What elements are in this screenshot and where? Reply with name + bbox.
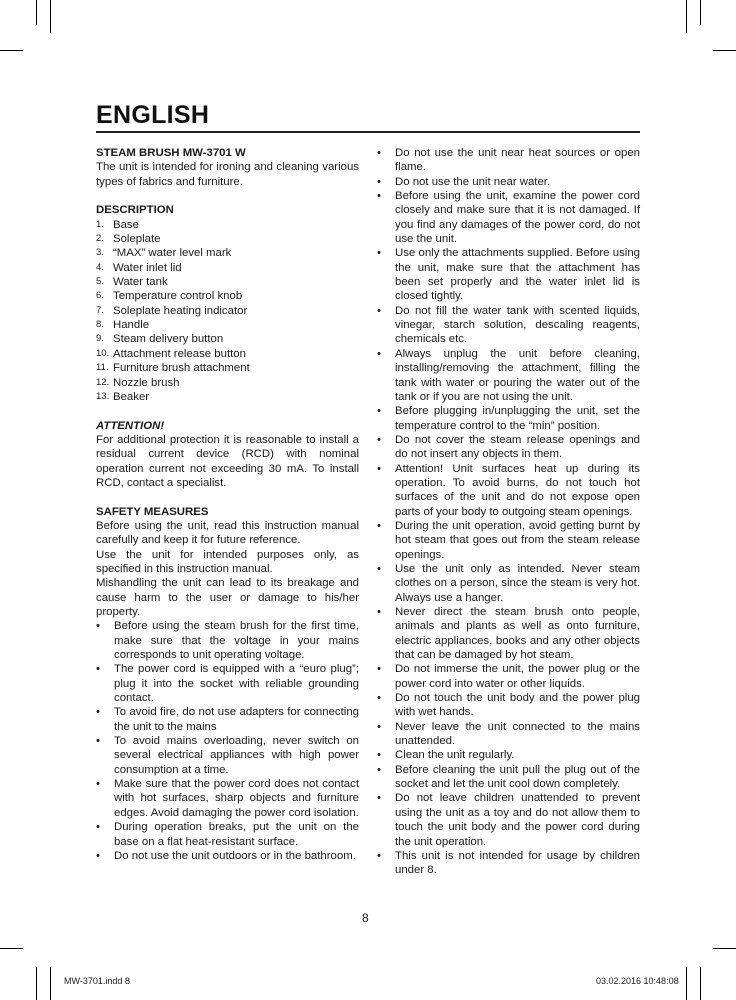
bullet-icon: •: [377, 462, 381, 475]
bullet-text: Before plugging in/unplugging the unit, set the temperature control to the “min” position.: [395, 405, 640, 432]
bullet-item: [377, 763, 640, 792]
description-item: [96, 246, 359, 260]
crop-mark: [700, 0, 701, 25]
bullet-text: Do not use the unit near water.: [395, 175, 551, 188]
bullet-item: [96, 619, 359, 662]
bullet-icon: •: [377, 562, 381, 575]
bullet-text: Never leave the unit connected to the mains unattended.: [395, 720, 640, 748]
bullet-icon: •: [377, 304, 381, 317]
page-title: ENGLISH: [96, 101, 210, 129]
bullet-item: [377, 189, 640, 246]
bullet-text: Before using the steam brush for the first time, make sure that the voltage in your mains corresponds to unit operating voltage.: [114, 620, 359, 662]
crop-mark: [686, 967, 687, 1000]
bullet-icon: •: [377, 433, 381, 446]
footer-file-name: MW-3701.indd 8: [64, 976, 130, 986]
bullet-item: [377, 519, 640, 562]
bullet-icon: •: [377, 849, 381, 862]
safety-paragraph: Before using the unit, read this instruction manual carefully and keep it for future reference.: [96, 519, 359, 547]
left-column: [96, 146, 359, 863]
bullet-icon: •: [377, 190, 381, 203]
item-number: 13.: [96, 390, 110, 402]
item-number: 7.: [96, 304, 104, 316]
bullet-text: Do not immerse the unit, the power plug or the power cord into water or other liquids.: [395, 663, 640, 690]
bullet-item: [377, 720, 640, 749]
item-label: Furniture brush attachment: [113, 362, 250, 375]
bullet-item: [377, 175, 640, 189]
safety-paragraph: Use the unit for intended purposes only, as specified in this instruction manual.: [96, 548, 359, 575]
page-number: 8: [362, 911, 369, 925]
description-item: [96, 289, 359, 303]
attention-heading: ATTENTION!: [96, 419, 165, 432]
description-heading: DESCRIPTION: [96, 204, 174, 217]
bullet-icon: •: [96, 663, 100, 676]
crop-mark: [36, 0, 37, 25]
item-label: Nozzle brush: [113, 376, 180, 389]
description-item: [96, 304, 359, 318]
bullet-text: During operation breaks, put the unit on the base on a flat heat-resistant surface.: [114, 821, 359, 848]
bullet-item: [96, 849, 359, 863]
item-number: 2.: [96, 233, 104, 245]
footer-timestamp: 03.02.2016 10:48:08: [596, 976, 679, 986]
crop-mark: [0, 50, 23, 51]
item-label: Temperature control knob: [113, 290, 243, 303]
bullet-text: Use only the attachments supplied. Before using the unit, make sure that the attachment has been set properly and the water inlet lid is closed tightly.: [395, 247, 640, 303]
bullet-icon: •: [377, 347, 381, 360]
bullet-icon: •: [377, 405, 381, 418]
bullet-icon: •: [96, 778, 100, 791]
bullet-text: Do not fill the water tank with scented liquids, vinegar, starch solution, descaling reagents, chemicals etc.: [395, 304, 640, 346]
crop-mark: [0, 948, 23, 949]
bullet-item: [377, 791, 640, 848]
bullet-icon: •: [377, 720, 381, 733]
bullet-item: [377, 347, 640, 404]
item-label: Handle: [113, 319, 150, 332]
bullet-item: [377, 146, 640, 175]
description-item: [96, 376, 359, 390]
item-number: 8.: [96, 319, 104, 331]
safety-bullet-list-continued: [377, 146, 640, 878]
bullet-text: This unit is not intended for usage by children under 8.: [395, 849, 640, 877]
description-list: [96, 218, 359, 404]
bullet-item: [377, 691, 640, 720]
crop-mark: [713, 50, 736, 51]
bullet-icon: •: [96, 821, 100, 834]
bullet-icon: •: [377, 175, 381, 188]
bullet-item: [96, 734, 359, 777]
bullet-text: Before cleaning the unit pull the plug out of the socket and let the unit cool down completely.: [395, 763, 640, 791]
item-label: Steam delivery button: [113, 333, 224, 346]
bullet-icon: •: [377, 247, 381, 260]
bullet-item: [377, 304, 640, 347]
bullet-item: [377, 404, 640, 433]
bullet-text: Make sure that the power cord does not contact with hot surfaces, sharp objects and furniture edges. Avoid damaging the power cord isolation.: [114, 778, 359, 819]
right-column: [377, 146, 640, 878]
bullet-text: Do not leave children unattended to prevent using the unit as a toy and do not allow them to touch the unit body and the power cord during the unit operation.: [395, 792, 640, 848]
description-item: [96, 318, 359, 332]
bullet-item: [377, 433, 640, 462]
title-divider: [96, 131, 640, 133]
description-item: [96, 232, 359, 246]
bullet-text: During the unit operation, avoid getting burnt by hot steam that goes out from the steam release openings.: [395, 519, 640, 561]
item-label: Base: [113, 218, 139, 231]
bullet-item: [377, 849, 640, 878]
bullet-icon: •: [96, 620, 100, 633]
bullet-icon: •: [377, 606, 381, 618]
description-item: [96, 261, 359, 275]
bullet-item: [377, 246, 640, 303]
item-label: Beaker: [113, 390, 150, 403]
bullet-icon: •: [96, 706, 100, 719]
item-label: Water inlet lid: [113, 261, 182, 274]
bullet-icon: •: [377, 792, 381, 805]
item-number: 5.: [96, 276, 104, 288]
bullet-text: The power cord is equipped with a “euro plug”; plug it into the socket with reliable grounding contact.: [114, 663, 359, 705]
description-item: [96, 332, 359, 346]
item-number: 4.: [96, 261, 104, 273]
bullet-icon: •: [96, 849, 100, 862]
crop-mark: [713, 948, 736, 949]
bullet-text: Do not use the unit outdoors or in the bathroom.: [114, 849, 356, 862]
bullet-text: Attention! Unit surfaces heat up during its operation. To avoid burns, do not touch hot surfaces of the unit and do not expose open parts of your body to outgoing steam openings.: [395, 462, 640, 518]
bullet-text: To avoid fire, do not use adapters for connecting the unit to the mains: [114, 706, 359, 733]
bullet-text: Before using the unit, examine the power cord closely and make sure that it is not damaged. If you find any damages of the power cord, do not use the unit.: [395, 190, 640, 246]
item-label: Soleplate: [113, 233, 161, 246]
intro-text: The unit is intended for ironing and cleaning various types of fabrics and furniture.: [96, 161, 359, 188]
bullet-text: Do not cover the steam release openings and do not insert any objects in them.: [395, 433, 640, 461]
item-number: 6.: [96, 290, 104, 302]
description-item: [96, 347, 359, 361]
bullet-item: [96, 662, 359, 705]
item-label: Attachment release button: [113, 347, 246, 360]
bullet-text: Clean the unit regularly.: [395, 749, 515, 762]
bullet-icon: •: [377, 519, 381, 532]
bullet-item: [96, 705, 359, 734]
crop-mark: [50, 967, 51, 1000]
item-number: 11.: [96, 362, 109, 374]
item-label: Water tank: [113, 276, 168, 289]
bullet-text: Use the unit only as intended. Never steam clothes on a person, since the steam is very hot. Always use a hanger.: [395, 562, 640, 604]
item-label: “MAX” water level mark: [113, 247, 232, 260]
description-item: [96, 275, 359, 289]
bullet-text: To avoid mains overloading, never switch on several electrical appliances with high power consumption at a time.: [114, 735, 359, 776]
description-item: [96, 218, 359, 232]
safety-heading: SAFETY MEASURES: [96, 505, 209, 518]
item-number: 3.: [96, 247, 104, 259]
description-item: [96, 390, 359, 404]
bullet-icon: •: [377, 749, 381, 762]
bullet-item: [96, 820, 359, 849]
description-item: [96, 361, 359, 375]
bullet-text: Do not use the unit near heat sources or open flame.: [395, 147, 640, 174]
bullet-icon: •: [377, 692, 381, 705]
item-number: 10.: [96, 347, 110, 359]
crop-mark: [36, 967, 37, 1000]
bullet-item: [377, 462, 640, 519]
item-label: Soleplate heating indicator: [113, 304, 248, 317]
bullet-icon: •: [377, 147, 381, 159]
product-title: STEAM BRUSH MW-3701 W: [96, 147, 246, 159]
item-number: 9.: [96, 333, 104, 345]
bullet-text: Never direct the steam brush onto people, animals and plants as well as onto furniture, electric appliances, books and any other objects that can be damaged by hot steam.: [395, 606, 640, 662]
bullet-item: [377, 562, 640, 605]
crop-mark: [50, 0, 51, 33]
item-number: 12.: [96, 376, 110, 388]
item-number: 1.: [96, 218, 104, 230]
bullet-icon: •: [96, 735, 100, 748]
bullet-item: [377, 748, 640, 762]
bullet-text: Always unplug the unit before cleaning, installing/removing the attachment, filling the tank with water or pouring the water out of the tank or if you are not using the unit.: [395, 347, 640, 403]
crop-mark: [700, 967, 701, 1000]
attention-text: For additional protection it is reasonable to install a residual current device (RCD) with nominal operation current not exceeding 30 mA. To install RCD, contact a specialist.: [96, 433, 359, 489]
bullet-text: Do not touch the unit body and the power plug with wet hands.: [395, 692, 640, 719]
bullet-item: [377, 662, 640, 691]
bullet-icon: •: [377, 663, 381, 676]
bullet-icon: •: [377, 763, 381, 776]
crop-mark: [686, 0, 687, 33]
safety-bullet-list: [96, 619, 359, 863]
bullet-item: [377, 605, 640, 662]
bullet-item: [96, 777, 359, 820]
safety-paragraph: Mishandling the unit can lead to its breakage and cause harm to the user or damage to his/her property.: [96, 577, 359, 618]
